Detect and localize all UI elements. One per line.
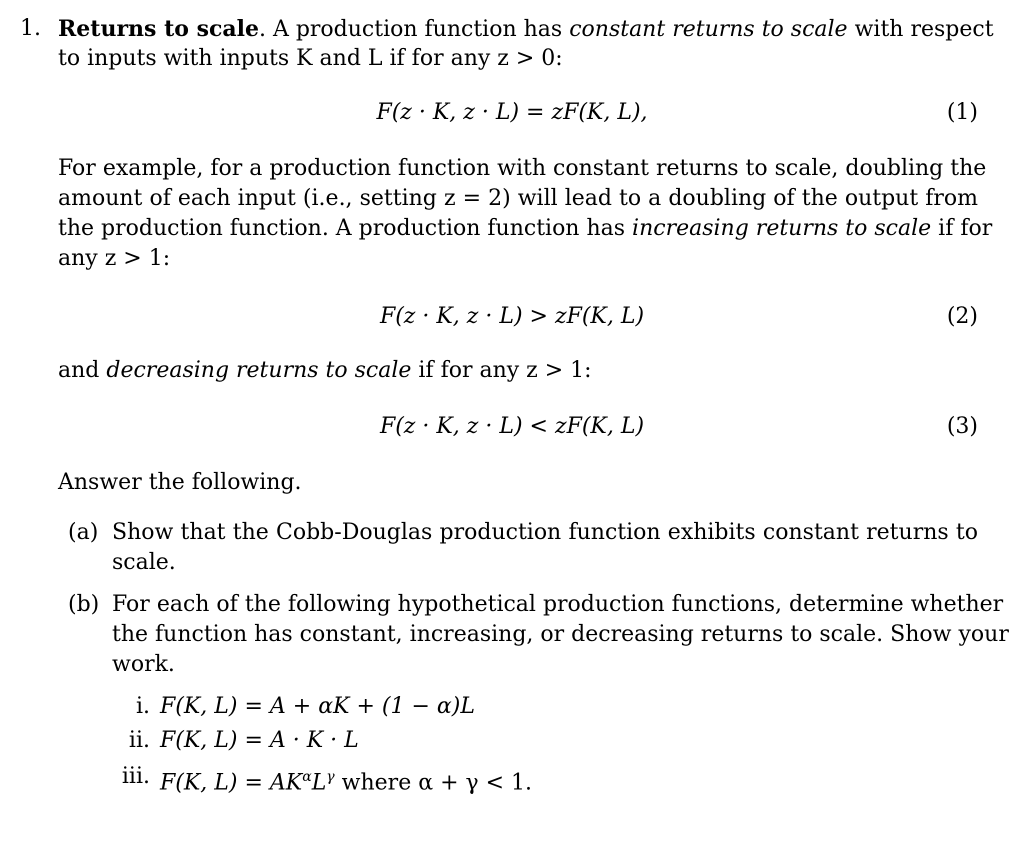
paragraph-line2: amount of each input (i.e., setting z = 2) will lead to a doubling of the output from <box>58 186 978 211</box>
paragraph-line1: For example, for a production function with constant returns to scale, doubling the <box>58 156 987 181</box>
part-b-line1: For each of the following hypothetical production functions, determine whether <box>112 592 1004 617</box>
equation-1-number: (1) <box>946 100 978 125</box>
problem-intro-line2: to inputs with inputs K and L if for any z > 0: <box>58 46 563 71</box>
problem-intro-line1: Returns to scale. A production function has constant returns to scale with respect <box>58 16 994 42</box>
part-a-line2: scale. <box>112 550 176 575</box>
problem-number: 1. <box>20 16 41 41</box>
problem-title: Returns to scale <box>58 16 259 42</box>
term-increasing-returns: increasing returns to scale <box>632 216 932 241</box>
term-constant-returns: constant returns to scale <box>569 17 848 42</box>
term-decreasing-returns: decreasing returns to scale <box>106 358 412 383</box>
subitem-iii-label: iii. <box>121 764 150 789</box>
decreasing-line: and decreasing returns to scale if for any z > 1: <box>58 358 592 383</box>
answer-prompt: Answer the following. <box>58 470 302 495</box>
subitem-i-label: i. <box>135 694 150 719</box>
subitem-ii-label: ii. <box>128 728 150 753</box>
subitem-i-formula: F(K, L) = A + αK + (1 − α)L <box>160 694 475 719</box>
equation-2: F(z · K, z · L) > zF(K, L) <box>379 304 645 329</box>
subitem-ii-formula: F(K, L) = A · K · L <box>160 728 359 753</box>
part-b-line2: the function has constant, increasing, or decreasing returns to scale. Show your <box>112 622 1009 647</box>
equation-1: F(z · K, z · L) = zF(K, L), <box>376 100 648 125</box>
equation-3-number: (3) <box>946 414 978 439</box>
subitem-iii-formula: F(K, $L) = AK^\alpha L^\gamma$ where α + γ < 1. <box>160 769 533 796</box>
part-a-line1: Show that the Cobb-Douglas production function exhibits constant returns to <box>112 520 978 545</box>
paragraph-line3: the production function. A production function has increasing returns to scale if for <box>58 216 993 241</box>
equation-3: F(z · K, z · L) < zF(K, L) <box>379 414 645 439</box>
part-b-label: (b) <box>68 592 100 617</box>
equation-2-number: (2) <box>946 304 978 329</box>
part-b-line3: work. <box>112 652 175 677</box>
part-a-label: (a) <box>68 520 99 545</box>
paragraph-line4: any z > 1: <box>58 246 171 271</box>
